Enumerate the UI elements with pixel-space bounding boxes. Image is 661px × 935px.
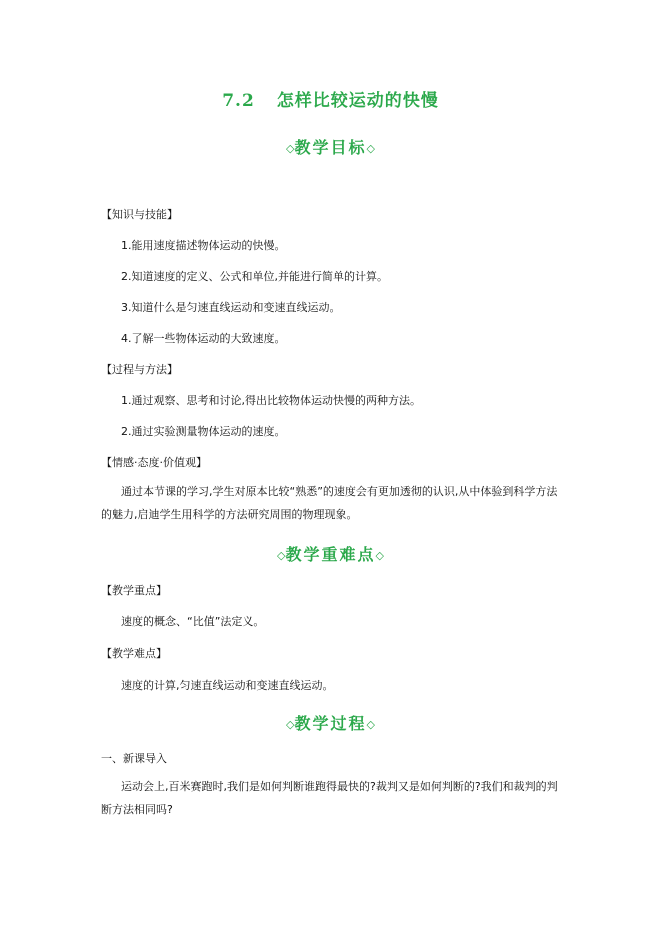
intro-label: 一、新课导入 xyxy=(101,752,167,765)
knowledge-item: 2.知道速度的定义、公式和单位,并能进行简单的计算。 xyxy=(121,270,388,283)
goals-heading xyxy=(0,135,661,158)
diamond-icon: ◇ xyxy=(277,549,286,562)
knowledge-item: 4.了解一些物体运动的大致速度。 xyxy=(121,332,286,345)
knowledge-label: 【知识与技能】 xyxy=(101,208,178,221)
focus-label: 【教学重点】 xyxy=(101,584,167,597)
knowledge-item: 1.能用速度描述物体运动的快慢。 xyxy=(121,239,286,252)
key-points-heading-text: 教学重难点 xyxy=(285,545,376,564)
diamond-icon: ◇ xyxy=(286,718,295,731)
key-points-heading xyxy=(0,542,661,565)
process-heading xyxy=(0,711,661,734)
knowledge-item: 3.知道什么是匀速直线运动和变速直线运动。 xyxy=(121,301,341,314)
section-number: 7.2 xyxy=(222,91,255,111)
intro-paragraph: 运动会上,百米赛跑时,我们是如何判断谁跑得最快的?裁判又是如何判断的?我们和裁判的判断方法相同吗? xyxy=(101,780,558,816)
difficulty-label: 【教学难点】 xyxy=(101,647,167,660)
method-item: 1.通过观察、思考和讨论,得出比较物体运动快慢的两种方法。 xyxy=(121,394,421,407)
diamond-icon: ◇ xyxy=(366,718,375,731)
method-label: 【过程与方法】 xyxy=(101,363,178,376)
attitude-label: 【情感·态度·价值观】 xyxy=(101,456,207,469)
diamond-icon: ◇ xyxy=(366,142,375,155)
method-item: 2.通过实验测量物体运动的速度。 xyxy=(121,425,286,438)
diamond-icon: ◇ xyxy=(286,142,295,155)
goals-heading-text: 教学目标 xyxy=(294,138,367,157)
difficulty-text: 速度的计算,匀速直线运动和变速直线运动。 xyxy=(121,679,334,692)
focus-text: 速度的概念、“比值”法定义。 xyxy=(121,615,265,628)
document-title xyxy=(0,86,661,111)
diamond-icon: ◇ xyxy=(375,549,384,562)
process-heading-text: 教学过程 xyxy=(294,714,367,733)
title-text: 怎样比较运动的快慢 xyxy=(276,91,439,111)
attitude-paragraph: 通过本节课的学习,学生对原本比较“熟悉”的速度会有更加透彻的认识,从中体验到科学方法的魅力,启迪学生用科学的方法研究周围的物理现象。 xyxy=(101,485,558,521)
